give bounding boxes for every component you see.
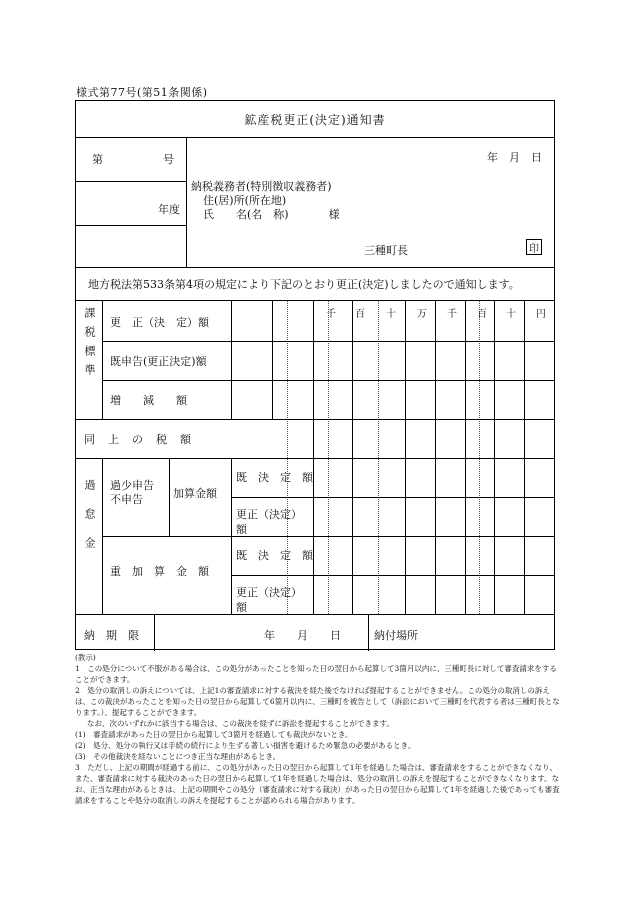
unit-man: 万	[417, 309, 427, 320]
notes-heading: (教示)	[75, 653, 96, 662]
revised-decision-label-2: 更正（決定）額	[236, 586, 302, 614]
seal-stamp: 印	[526, 239, 542, 255]
notice-form	[75, 100, 555, 650]
underreport-label: 過少申告	[110, 479, 154, 492]
unit-juu2: 十	[506, 309, 516, 320]
note-3: 3 ただし、上記の期間が経過する前に、この処分があった日の翌日から起算して1年を経過した場合は、審査請求をすることができなくなり、また、審査請求に対する裁決のあった日の翌日から起算して1年を経過した場合は、処分の取消しの訴えを提起することができなくなります。なお、正当な理由があるときは、上記の期間やこの処分（審査請求に対する裁決）があった日の翌日から起算して1年を経過した後であっても審査請求をすることや処分の取消しの訴えを提起することが認められる場合があります。	[75, 763, 560, 805]
name-label: 氏 名(名 称)	[203, 208, 289, 221]
note-2-item-1: (1) 審査請求があった日の翌日から起算して3箇月を経過しても裁決がないとき。	[75, 730, 353, 739]
note-1: 1 この処分について不服がある場合は、この処分があったことを知った日の翌日から起算して3箇月以内に、三種町長に対して審査請求をすることができます。	[75, 664, 557, 684]
address-label: 住(居)所(所在地)	[203, 194, 287, 207]
note-2-item-3: (3) その他裁決を経ないことにつき正当な理由があるとき。	[75, 752, 281, 761]
taxpayer-block	[191, 180, 340, 222]
same-tax-amount-label: 同 上 の 税 額	[84, 433, 192, 446]
unit-hyaku2: 百	[477, 309, 487, 320]
fiscal-year-cell	[76, 181, 186, 226]
nonreport-label: 不申告	[110, 493, 143, 506]
name-line	[191, 208, 340, 222]
kasan-amount-label: 加算金額	[173, 487, 217, 500]
header-left-column	[76, 137, 187, 267]
form-number: 様式第77号(第51条関係)	[76, 86, 208, 99]
prior-declared-amount-label: 既申告(更正決定)額	[110, 355, 207, 368]
sama-label: 様	[328, 208, 340, 221]
existing-decision-label-2: 既 決 定 額	[236, 549, 313, 562]
unit-juu1: 十	[386, 309, 396, 320]
amount-table	[76, 301, 554, 651]
note-2-item-2: (2) 処分、処分の執行又は手続の続行により生ずる著しい損害を避けるため緊急の必要があるとき。	[75, 741, 416, 750]
issue-date: 年 月 日	[487, 151, 542, 164]
header-block	[76, 137, 554, 268]
unit-sen1: 千	[326, 309, 336, 320]
heavy-kasan-amount-label: 重 加 算 金 額	[110, 565, 209, 578]
note-2: 2 処分の取消しの訴えについては、上記1の審査請求に対する裁決を経た後でなければ提起することができません。この処分の取消しの訴えは、この裁決があったことを知った日の翌日から起算して6箇月以内に、三種町を被告として（訴訟において三種町を代表する者は三種町長となります。）、提起することができます。	[75, 686, 560, 717]
note-2-supplement: なお、次のいずれかに該当する場合は、この裁決を経ずに訴訟を提起することができます。	[87, 719, 394, 728]
nendo-label: 年度	[158, 203, 180, 216]
payment-place-label: 納付場所	[374, 629, 418, 642]
deadline-date: 年 月 日	[264, 629, 341, 642]
unit-hyaku1: 百	[355, 309, 365, 320]
unit-en: 円	[536, 309, 546, 320]
existing-decision-label-1: 既 決 定 額	[236, 471, 313, 484]
penalty-group-label: 過怠金	[83, 479, 96, 566]
taxpayer-label: 納税義務者(特別徴収義務者)	[191, 180, 332, 193]
tax-base-group-label: 課税標準	[83, 307, 96, 383]
dai-label: 第	[92, 153, 103, 166]
document-number-cell	[76, 137, 186, 182]
deadline-label: 納 期 限	[84, 629, 139, 642]
notice-text: 地方税法第533条第4項の規定により下記のとおり更正(決定)しましたので通知します。	[76, 267, 554, 301]
revised-amount-label: 更 正（決 定）額	[110, 316, 209, 329]
unit-sen2: 千	[447, 309, 457, 320]
go-label: 号	[163, 153, 174, 166]
change-amount-label: 増 減 額	[110, 394, 187, 407]
revised-decision-label-1: 更正（決定）額	[236, 508, 302, 536]
instructions	[75, 652, 560, 806]
form-title: 鉱産税更正(決定)通知書	[76, 101, 554, 138]
mayor-label: 三種町長	[364, 244, 408, 257]
blank-cell	[76, 225, 186, 267]
